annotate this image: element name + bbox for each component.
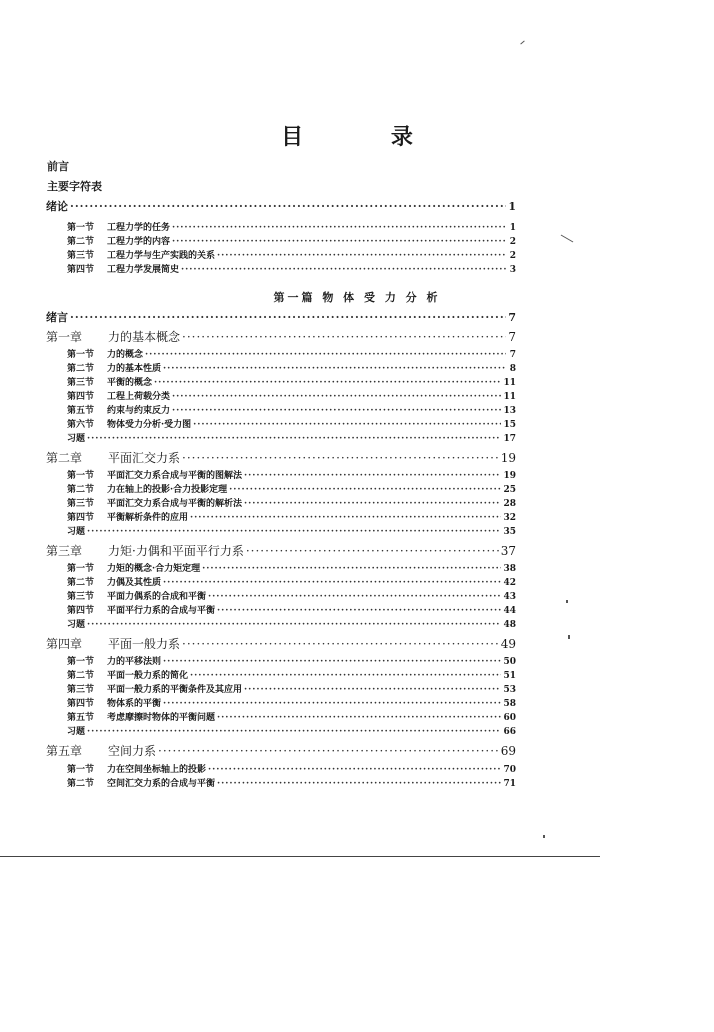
toc-entry-title: 平面平行力系的合成与平衡	[107, 606, 216, 616]
toc-entry-title: 前言	[47, 160, 69, 173]
toc-entry-number: 第二节	[67, 671, 95, 681]
toc-entry-page: 7	[508, 311, 516, 324]
toc-leader-dots	[87, 618, 501, 632]
toc-entry-page: 28	[503, 499, 516, 509]
toc-entry-title: 平面一般力系的平衡条件及其应用	[107, 685, 243, 695]
toc-entry-page: 66	[503, 727, 516, 737]
toc-entry-title: 工程力学发展简史	[107, 265, 180, 275]
toc-entry-number: 第一节	[67, 471, 95, 481]
toc-entry	[67, 604, 516, 618]
toc-leader-dots	[154, 376, 501, 390]
toc-entry-number: 第二节	[67, 485, 95, 495]
toc-entry	[46, 637, 516, 651]
toc-entry-title: 绪论	[46, 200, 68, 213]
toc-entry-number: 第三章	[46, 544, 83, 558]
toc-leader-dots	[217, 711, 501, 725]
toc-entry-title: 平衡解析条件的应用	[107, 513, 189, 523]
toc-entry-number: 第四节	[67, 699, 95, 709]
toc-entry-number: 第四章	[46, 637, 83, 651]
toc-entry	[67, 711, 516, 725]
toc-entry-number: 第三节	[67, 378, 95, 388]
toc-leader-dots	[182, 451, 499, 465]
toc-entry-number: 第五节	[67, 406, 95, 416]
toc-leader-dots	[163, 655, 501, 669]
toc-entry-number: 第四节	[67, 392, 95, 402]
toc-entry-number: 第五章	[46, 744, 83, 758]
toc-leader-dots	[193, 418, 501, 432]
toc-entry-title: 平面力偶系的合成和平衡	[107, 592, 207, 602]
toc-entry-title: 习题	[67, 434, 86, 444]
toc-entry-title: 习题	[67, 727, 86, 737]
toc-entry-page: 32	[503, 513, 516, 523]
toc-entry-page: 50	[503, 657, 516, 667]
toc-entry-page: 49	[500, 637, 516, 651]
toc-entry-page: 43	[503, 592, 516, 602]
toc-entry	[67, 525, 516, 539]
toc-entry-page: 38	[503, 564, 516, 574]
toc-entry-title: 考虑摩擦时物体的平衡问题	[107, 713, 216, 723]
toc-entry-title: 空间汇交力系的合成与平衡	[107, 779, 216, 789]
toc-leader-dots	[190, 669, 501, 683]
toc-entry-title: 力矩的概念·合力矩定理	[107, 564, 201, 574]
toc-leader-dots	[217, 604, 501, 618]
toc-entry-page: 53	[503, 685, 516, 695]
toc-entry	[67, 348, 516, 362]
toc-entry-number: 第二节	[67, 364, 95, 374]
toc-entry-title: 物体系的平衡	[107, 699, 162, 709]
toc-entry-number: 第四节	[67, 513, 95, 523]
toc-leader-dots	[244, 683, 501, 697]
toc-entry-title: 力的基本性质	[107, 364, 162, 374]
toc-leader-dots	[217, 249, 506, 263]
toc-leader-dots	[172, 235, 506, 249]
toc-entry-number: 第三节	[67, 251, 95, 261]
toc-entry-number: 第一节	[67, 564, 95, 574]
toc-entry-page: 69	[500, 744, 516, 758]
toc-leader-dots	[244, 497, 501, 511]
toc-leader-dots	[202, 562, 501, 576]
toc-entry	[47, 160, 69, 174]
toc-entry-title: 主要字符表	[47, 180, 102, 193]
toc-entry-title: 平面汇交力系	[108, 451, 181, 465]
toc-entry-title: 习题	[67, 620, 86, 630]
toc-entry-title: 绪言	[46, 311, 68, 324]
toc-entry-page: 8	[509, 364, 516, 374]
page-bottom-rule	[0, 856, 600, 857]
toc-leader-dots	[87, 525, 501, 539]
toc-entry	[67, 235, 516, 249]
toc-entry-page: 44	[503, 606, 516, 616]
toc-leader-dots	[70, 200, 506, 214]
toc-leader-dots	[158, 744, 499, 758]
toc-leader-dots	[182, 637, 499, 651]
toc-entry	[46, 311, 516, 325]
toc-entry-page: 15	[503, 420, 516, 430]
toc-entry-page: 70	[503, 765, 516, 775]
toc-entry-number: 第一节	[67, 350, 95, 360]
toc-entry	[47, 180, 102, 194]
toc-entry-number: 第六节	[67, 420, 95, 430]
toc-entry-title: 工程上荷载分类	[107, 392, 171, 402]
toc-entry-title: 平面汇交力系合成与平衡的解析法	[107, 499, 243, 509]
toc-entry	[67, 432, 516, 446]
toc-entry-number: 第三节	[67, 499, 95, 509]
toc-entry	[67, 362, 516, 376]
toc-entry	[46, 451, 516, 465]
toc-entry-title: 平面一般力系的简化	[107, 671, 189, 681]
toc-entry	[67, 618, 516, 632]
toc-entry-title: 工程力学的任务	[107, 223, 171, 233]
toc-entry	[67, 483, 516, 497]
toc-entry	[67, 683, 516, 697]
toc-entry-page: 58	[503, 699, 516, 709]
toc-entry-page: 11	[503, 392, 516, 402]
toc-entry-title: 习题	[67, 527, 86, 537]
toc-entry	[46, 744, 516, 758]
scan-speck	[568, 635, 570, 639]
toc-entry-title: 平面一般力系	[108, 637, 181, 651]
toc-leader-dots	[145, 348, 506, 362]
toc-entry-page: 2	[509, 237, 516, 247]
toc-entry-number: 第二节	[67, 237, 95, 247]
toc-entry	[67, 376, 516, 390]
toc-entry	[67, 669, 516, 683]
toc-entry	[46, 544, 516, 558]
toc-entry-page: 25	[503, 485, 516, 495]
toc-leader-dots	[163, 362, 506, 376]
toc-entry-page: 71	[503, 779, 516, 789]
toc-entry-title: 力矩·力偶和平面平行力系	[108, 544, 244, 558]
scan-speck	[543, 835, 545, 838]
toc-entry-title: 空间力系	[108, 744, 157, 758]
toc-entry-page: 19	[500, 451, 516, 465]
toc-leader-dots	[163, 697, 501, 711]
toc-entry-number: 第三节	[67, 685, 95, 695]
toc-entry-title: 力的概念	[107, 350, 144, 360]
toc-leader-dots	[70, 311, 506, 325]
page-title: 目 录	[281, 124, 453, 150]
toc-entry-number: 第四节	[67, 265, 95, 275]
toc-entry-number: 第二节	[67, 578, 95, 588]
toc-entry-title: 力的平移法则	[107, 657, 162, 667]
toc-entry-title: 物体受力分析·受力图	[107, 420, 192, 430]
toc-entry	[67, 697, 516, 711]
toc-entry	[67, 562, 516, 576]
toc-entry	[67, 576, 516, 590]
toc-entry-title: 约束与约束反力	[107, 406, 171, 416]
scan-speck	[566, 600, 568, 603]
toc-leader-dots	[181, 263, 506, 277]
toc-entry	[67, 763, 516, 777]
toc-leader-dots	[87, 725, 501, 739]
toc-entry	[67, 263, 516, 277]
toc-entry	[67, 249, 516, 263]
toc-entry-page: 48	[503, 620, 516, 630]
toc-entry	[67, 725, 516, 739]
toc-leader-dots	[163, 576, 501, 590]
toc-leader-dots	[172, 404, 501, 418]
toc-entry	[67, 590, 516, 604]
toc-entry	[67, 777, 516, 791]
toc-entry-page: 2	[509, 251, 516, 261]
toc-entry-page: 35	[503, 527, 516, 537]
toc-entry-page: 17	[503, 434, 516, 444]
toc-entry-title: 平衡的概念	[107, 378, 153, 388]
toc-leader-dots	[172, 221, 506, 235]
toc-entry-number: 第二章	[46, 451, 83, 465]
toc-entry-page: 19	[503, 471, 516, 481]
toc-entry-number: 第四节	[67, 606, 95, 616]
toc-entry-number: 第三节	[67, 592, 95, 602]
toc-entry-number: 第一章	[46, 330, 83, 344]
toc-entry-number: 第五节	[67, 713, 95, 723]
toc-leader-dots	[87, 432, 501, 446]
toc-leader-dots	[182, 330, 506, 344]
toc-entry-number: 第一节	[67, 223, 95, 233]
toc-entry	[67, 469, 516, 483]
toc-entry-title: 力偶及其性质	[107, 578, 162, 588]
toc-entry-number: 第一节	[67, 657, 95, 667]
toc-entry-page: 1	[508, 200, 516, 213]
toc-entry	[67, 221, 516, 235]
toc-entry	[67, 418, 516, 432]
toc-leader-dots	[246, 544, 499, 558]
toc-entry-page: 7	[509, 350, 516, 360]
toc-leader-dots	[229, 483, 501, 497]
toc-entry	[67, 390, 516, 404]
toc-entry-page: 7	[508, 330, 516, 344]
part-heading: 第一篇 物 体 受 力 分 析	[273, 291, 441, 304]
toc-entry-page: 51	[503, 671, 516, 681]
toc-leader-dots	[190, 511, 501, 525]
toc-leader-dots	[244, 469, 501, 483]
toc-entry-title: 力在轴上的投影·合力投影定理	[107, 485, 228, 495]
toc-entry	[46, 330, 516, 344]
toc-entry-page: 1	[509, 223, 516, 233]
toc-leader-dots	[208, 763, 501, 777]
toc-entry	[67, 511, 516, 525]
toc-entry-title: 工程力学的内容	[107, 237, 171, 247]
toc-entry-number: 第二节	[67, 779, 95, 789]
toc-entry-title: 力在空间坐标轴上的投影	[107, 765, 207, 775]
toc-leader-dots	[172, 390, 501, 404]
toc-entry-title: 工程力学与生产实践的关系	[107, 251, 216, 261]
toc-entry-page: 60	[503, 713, 516, 723]
toc-entry-title: 力的基本概念	[108, 330, 181, 344]
toc-entry-page: 3	[509, 265, 516, 275]
toc-entry-page: 42	[503, 578, 516, 588]
toc-entry-page: 13	[503, 406, 516, 416]
toc-entry	[67, 497, 516, 511]
toc-entry-page: 37	[500, 544, 516, 558]
toc-entry	[67, 404, 516, 418]
toc-leader-dots	[217, 777, 501, 791]
toc-leader-dots	[208, 590, 501, 604]
toc-entry	[46, 200, 516, 214]
toc-entry	[67, 655, 516, 669]
toc-entry-title: 平面汇交力系合成与平衡的图解法	[107, 471, 243, 481]
toc-entry-number: 第一节	[67, 765, 95, 775]
toc-entry-page: 11	[503, 378, 516, 388]
